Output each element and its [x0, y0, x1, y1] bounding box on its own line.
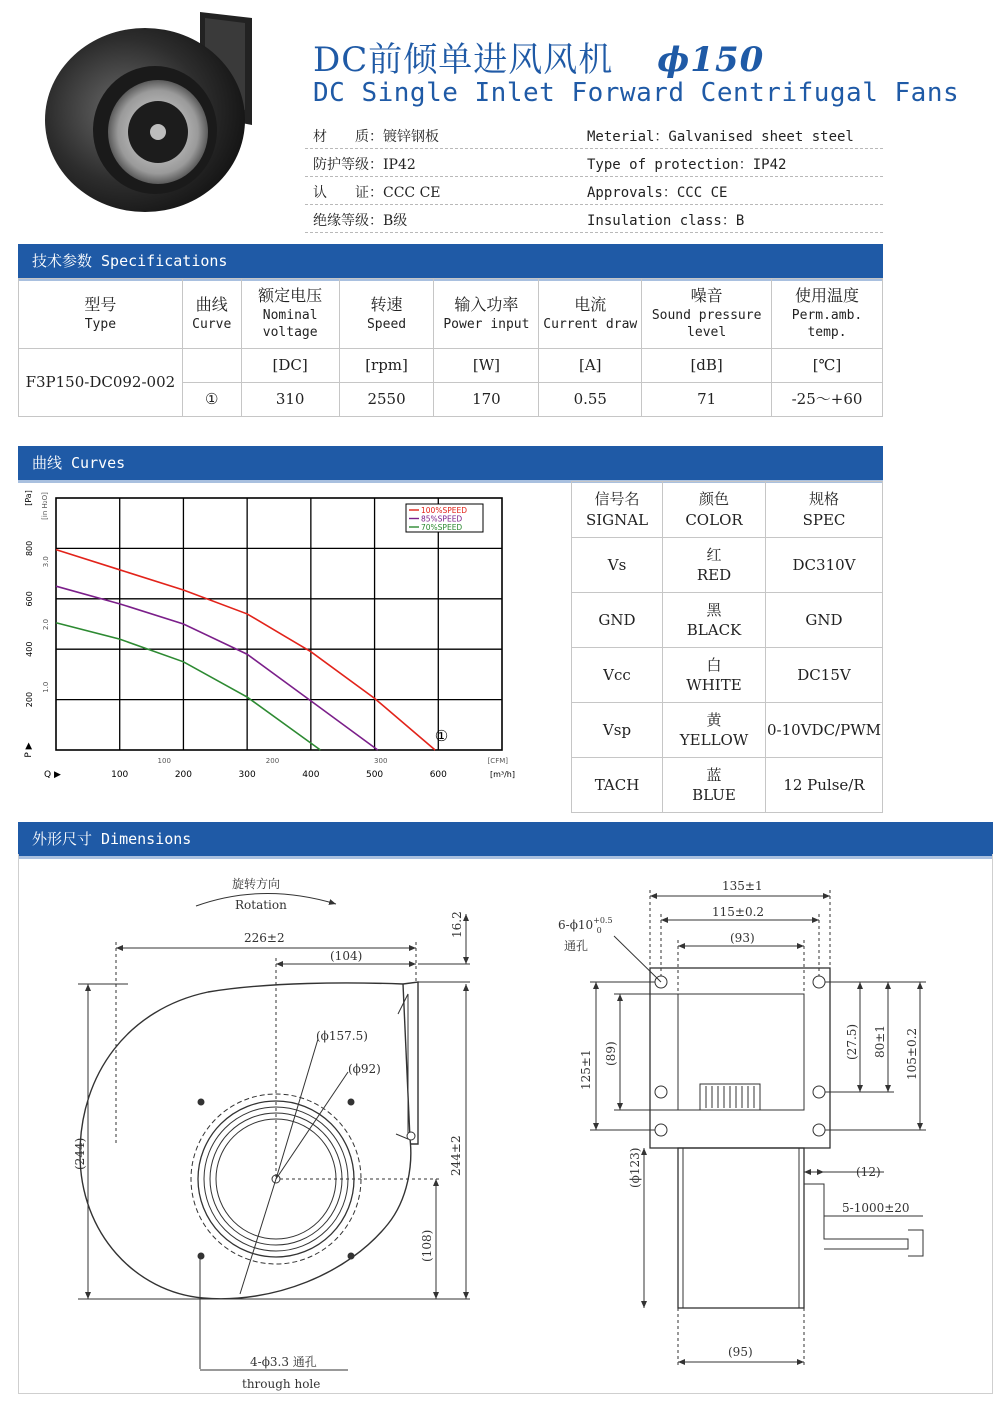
dim-104: (104) [330, 949, 363, 963]
dim-6-holes-cn: 通孔 [564, 939, 589, 953]
signal-row [572, 703, 883, 758]
section-bar-dimensions: 外形尺寸 Dimensions [18, 822, 993, 856]
y-tick-label: 600 [25, 591, 34, 607]
property-row-approvals: 认 证：CCC CE Approvals：CCC CE [305, 177, 883, 205]
signal-header-spec: 规格 SPEC [766, 482, 883, 538]
dim-6-holes: $6-\phi 10^{+0.5}$ 0 [558, 916, 613, 935]
spec-value-power: 170 [434, 383, 539, 417]
signal-color: 蓝 BLUE [663, 758, 766, 813]
property-row-insulation: 绝缘等级：B级 Insulation class：B [305, 205, 883, 233]
x2-tick-label: 100 [157, 757, 171, 765]
spec-units-row [19, 349, 883, 383]
signal-row [572, 593, 883, 648]
dim-rotation-en: Rotation [235, 898, 287, 912]
signal-row [572, 538, 883, 593]
dim-12: (12) [856, 1165, 881, 1179]
y2-tick-label: 1.0 [42, 681, 50, 693]
spec-header-power: 输入功率 Power input [434, 279, 539, 349]
spec-header-speed: 转速 Speed [339, 279, 434, 349]
dim-holes-cn: 4-ϕ3.3 通孔 [250, 1355, 317, 1369]
motor-body [678, 1148, 804, 1308]
spec-unit-voltage: [DC] [241, 349, 339, 383]
legend-label: 85%SPEED [421, 514, 463, 524]
y2-tick-label: 2.0 [42, 618, 50, 631]
curve-marker: ① [434, 727, 449, 746]
signal-name: Vsp [572, 703, 663, 758]
property-row-material: 材 质：镀锌钢板 Meterial：Galvanised sheet steel [305, 121, 883, 149]
dim-93: (93) [730, 931, 755, 945]
spec-value-sound: 71 [642, 383, 772, 417]
spec-unit-sound: [dB] [642, 349, 772, 383]
dim-cable: 5-1000±20 [842, 1201, 910, 1215]
spec-header-sound: 噪音 Sound pressure level [642, 279, 772, 349]
signal-color: 红 RED [663, 538, 766, 593]
x-tick-label: 500 [365, 770, 384, 780]
spec-value-current: 0.55 [539, 383, 642, 417]
x2-tick-label: 300 [374, 757, 388, 765]
mount-hole [813, 1124, 825, 1136]
x2-tick-label: 200 [265, 757, 280, 765]
page-title-cn: DC前倾单进风风机 ϕ150 [313, 40, 765, 80]
dim-244-left: (244) [73, 1137, 87, 1170]
dim-105: 105±0.2 [905, 1027, 919, 1080]
dim-89: (89) [604, 1041, 618, 1066]
y-axis-letter: P ▶ [24, 742, 34, 758]
dim-108: (108) [420, 1229, 434, 1262]
signal-name: Vs [572, 538, 663, 593]
x-tick-label: 600 [429, 770, 447, 780]
signal-spec: 0-10VDC/PWM [766, 703, 883, 758]
bolt-hole [198, 1099, 204, 1105]
property-list [305, 121, 883, 233]
signal-header-signal: 信号名 SIGNAL [572, 482, 663, 538]
page-title-en: DC Single Inlet Forward Centrifugal Fans [313, 78, 960, 108]
fan-product-image [40, 10, 280, 215]
section-bar-specifications: 技术参数 Specifications [18, 244, 883, 278]
spec-unit-power: [W] [434, 349, 539, 383]
dim-244-right: 244±2 [449, 1135, 463, 1176]
y-tick-label: 800 [25, 540, 34, 557]
spec-value-curve: ① [182, 383, 241, 417]
bolt-hole [348, 1099, 354, 1105]
spec-unit-current: [A] [539, 349, 642, 383]
performance-curve-chart [18, 484, 518, 784]
bolt-hole [198, 1253, 204, 1259]
x-tick-label: 400 [302, 770, 320, 780]
motor-ribs [683, 1148, 799, 1308]
dimension-drawing [18, 854, 993, 1394]
spec-unit-blank [182, 349, 241, 383]
x-tick-label: 300 [238, 770, 256, 780]
dim-27-5: (27.5) [845, 1023, 859, 1060]
side-outlet [678, 994, 804, 1110]
signal-color: 白 WHITE [663, 648, 766, 703]
y-tick-label: 400 [25, 641, 34, 657]
spec-header-curve: 曲线 Curve [182, 279, 241, 349]
x-axis-letter: Q ▶ [44, 770, 61, 780]
signal-table [571, 481, 883, 813]
leader-d92 [276, 1072, 348, 1179]
fan-size: ϕ150 [657, 40, 765, 80]
dim-125: 125±1 [579, 1049, 593, 1090]
signal-name: TACH [572, 758, 663, 813]
dim-d92: (ϕ92) [348, 1062, 381, 1076]
spec-header-type: 型号 Type [19, 279, 183, 349]
plot-frame [56, 498, 502, 750]
legend-label: 70%SPEED [421, 523, 463, 532]
y-axis-label-secondary: [in H₂O] [41, 492, 49, 520]
side-flange [650, 968, 830, 1148]
dim-95: (95) [728, 1345, 753, 1359]
section-bar-curves: 曲线 Curves [18, 446, 883, 480]
dim-226: 226±2 [244, 931, 285, 945]
property-row-protection: 防护等级：IP42 Type of protection：IP42 [305, 149, 883, 177]
connector [908, 1230, 923, 1256]
signal-spec: GND [766, 593, 883, 648]
chart-grid [56, 498, 502, 750]
signal-spec: DC15V [766, 648, 883, 703]
spec-value-voltage: 310 [241, 383, 339, 417]
dim-rotation-cn: 旋转方向 [232, 877, 281, 891]
mount-hole [813, 976, 825, 988]
dim-16-2: 16.2 [450, 911, 464, 938]
signal-color: 黄 YELLOW [663, 703, 766, 758]
spec-model: F3P150-DC092-002 [19, 349, 183, 417]
signal-row [572, 648, 883, 703]
signal-color: 黑 BLACK [663, 593, 766, 648]
dim-holes-en: through hole [242, 1377, 321, 1391]
y-tick-label: 200 [25, 691, 34, 708]
x-axis-label: [m³/h] [489, 770, 515, 779]
spec-header-temp: 使用温度 Perm.amb. temp. [772, 279, 883, 349]
spec-header-row [19, 279, 883, 349]
signal-name: Vcc [572, 648, 663, 703]
leader-d157 [240, 1039, 318, 1294]
spec-value-speed: 2550 [339, 383, 434, 417]
dim-123: (ϕ123) [628, 1147, 642, 1188]
signal-header-row [572, 482, 883, 538]
mount-hole [655, 1086, 667, 1098]
outlet-edge [403, 984, 410, 1139]
legend-label: 100%SPEED [421, 506, 467, 515]
dim-d157: (ϕ157.5) [316, 1029, 368, 1043]
specifications-table [18, 278, 883, 417]
spec-unit-speed: [rpm] [339, 349, 434, 383]
mount-hole [655, 1124, 667, 1136]
x-tick-label: 200 [174, 770, 193, 780]
bolt-hole [348, 1253, 354, 1259]
y-axis-label: [Pa] [24, 490, 33, 506]
outlet-flange [403, 982, 418, 1144]
spec-header-current: 电流 Current draw [539, 279, 642, 349]
spec-value-temp: -25～+60 [772, 383, 883, 417]
x-tick-label: 100 [111, 770, 129, 780]
spec-unit-temp: [℃] [772, 349, 883, 383]
signal-name: GND [572, 593, 663, 648]
mount-hole [813, 1086, 825, 1098]
spec-header-voltage: 额定电压 Nominal voltage [241, 279, 339, 349]
signal-spec: DC310V [766, 538, 883, 593]
x-axis-label-secondary: [CFM] [487, 757, 508, 765]
signal-header-color: 颜色 COLOR [663, 482, 766, 538]
flange-notch [407, 1132, 415, 1140]
dim-80: 80±1 [873, 1025, 887, 1058]
y2-tick-label: 3.0 [42, 556, 50, 568]
signal-spec: 12 Pulse/R [766, 758, 883, 813]
leader-6-holes [614, 936, 661, 982]
dim-135: 135±1 [722, 879, 763, 893]
dim-115: 115±0.2 [712, 905, 765, 919]
signal-row [572, 758, 883, 813]
